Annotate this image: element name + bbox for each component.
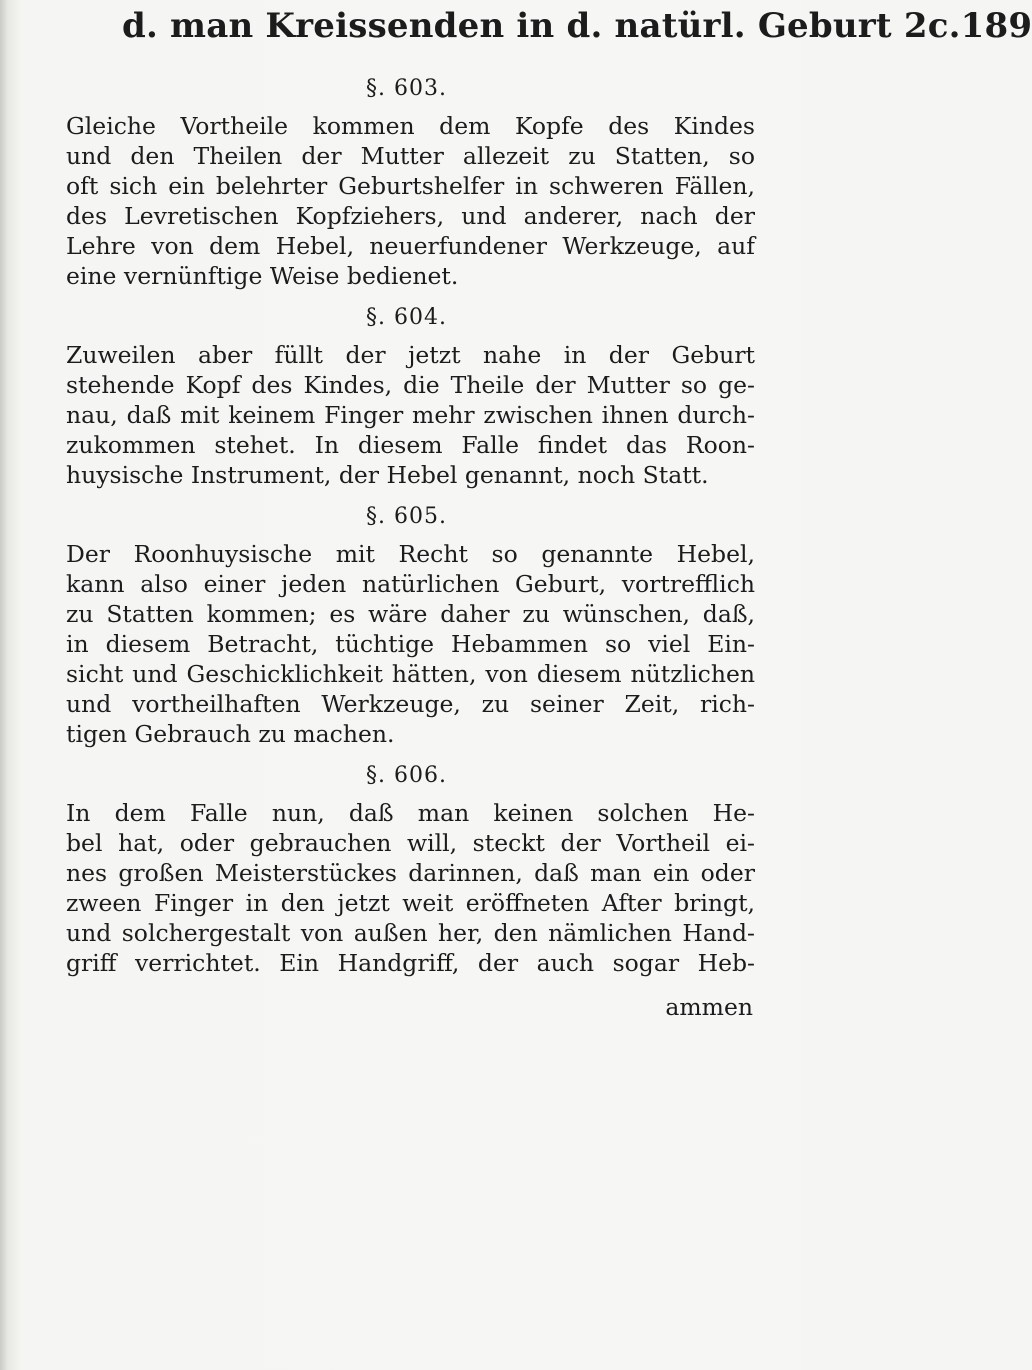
text-line: bel hat, oder gebrauchen will, steckt der Vortheil ei- xyxy=(66,829,755,857)
section-4 xyxy=(46,763,761,978)
text-line: stehende Kopf des Kindes, die Theile der Mutter so ge- xyxy=(66,371,755,399)
section-label: §. 603. xyxy=(366,76,447,101)
section-label: §. 604. xyxy=(366,305,447,330)
text-line: nes großen Meisterstückes darinnen, daß man ein oder xyxy=(66,859,755,887)
text-line: kann also einer jeden natürlichen Geburt, vortrefflich xyxy=(66,570,755,598)
text-line: zukommen stehet. In diesem Falle findet das Roon- xyxy=(66,431,755,459)
text-line: In dem Falle nun, daß man keinen solchen He- xyxy=(66,799,755,827)
body-text xyxy=(46,76,761,978)
text-line: eine vernünftige Weise bedienet. xyxy=(66,262,459,290)
text-line: Der Roonhuysische mit Recht so genannte Hebel, xyxy=(66,540,755,568)
running-head xyxy=(46,6,1032,62)
text-line: sicht und Geschicklichkeit hätten, von diesem nützlichen xyxy=(66,660,755,688)
paragraph xyxy=(46,111,761,291)
section-1 xyxy=(46,76,761,291)
text-line: huysische Instrument, der Hebel genannt, noch Statt. xyxy=(66,461,709,489)
text-line: des Levretischen Kopfziehers, und anderer, nach der xyxy=(66,202,755,230)
paragraph xyxy=(46,539,761,749)
text-line: griff verrichtet. Ein Handgriff, der auch sogar Heb- xyxy=(66,949,755,977)
paragraph xyxy=(46,798,761,978)
section-label: §. 605. xyxy=(366,504,447,529)
text-line: Lehre von dem Hebel, neuerfundener Werkzeuge, auf xyxy=(66,232,755,260)
text-line: und vortheilhaften Werkzeuge, zu seiner Zeit, rich- xyxy=(66,690,755,718)
section-2 xyxy=(46,305,761,490)
text-line: in diesem Betracht, tüchtige Hebammen so viel Ein- xyxy=(66,630,755,658)
page-number: 189 xyxy=(960,6,1032,46)
text-line: und den Theilen der Mutter allezeit zu Statten, so xyxy=(66,142,755,170)
text-line: und solchergestalt von außen her, den nämlichen Hand- xyxy=(66,919,755,947)
text-line: zween Finger in den jetzt weit eröffneten After bringt, xyxy=(66,889,755,917)
text-line: zu Statten kommen; es wäre daher zu wünschen, daß, xyxy=(66,600,755,628)
text-line: Zuweilen aber füllt der jetzt nahe in der Geburt xyxy=(66,341,755,369)
text-line: Gleiche Vortheile kommen dem Kopfe des Kindes xyxy=(66,112,755,140)
running-title: d. man Kreissenden in d. natürl. Geburt 2c. xyxy=(122,6,961,46)
text-line: tigen Gebrauch zu machen. xyxy=(66,720,395,748)
catchword: ammen xyxy=(665,993,753,1021)
paragraph xyxy=(46,340,761,490)
text-line: oft sich ein belehrter Geburtshelfer in schweren Fällen, xyxy=(66,172,755,200)
text-line: nau, daß mit keinem Finger mehr zwischen ihnen durch- xyxy=(66,401,755,429)
section-3 xyxy=(46,504,761,749)
section-label: §. 606. xyxy=(366,763,447,788)
